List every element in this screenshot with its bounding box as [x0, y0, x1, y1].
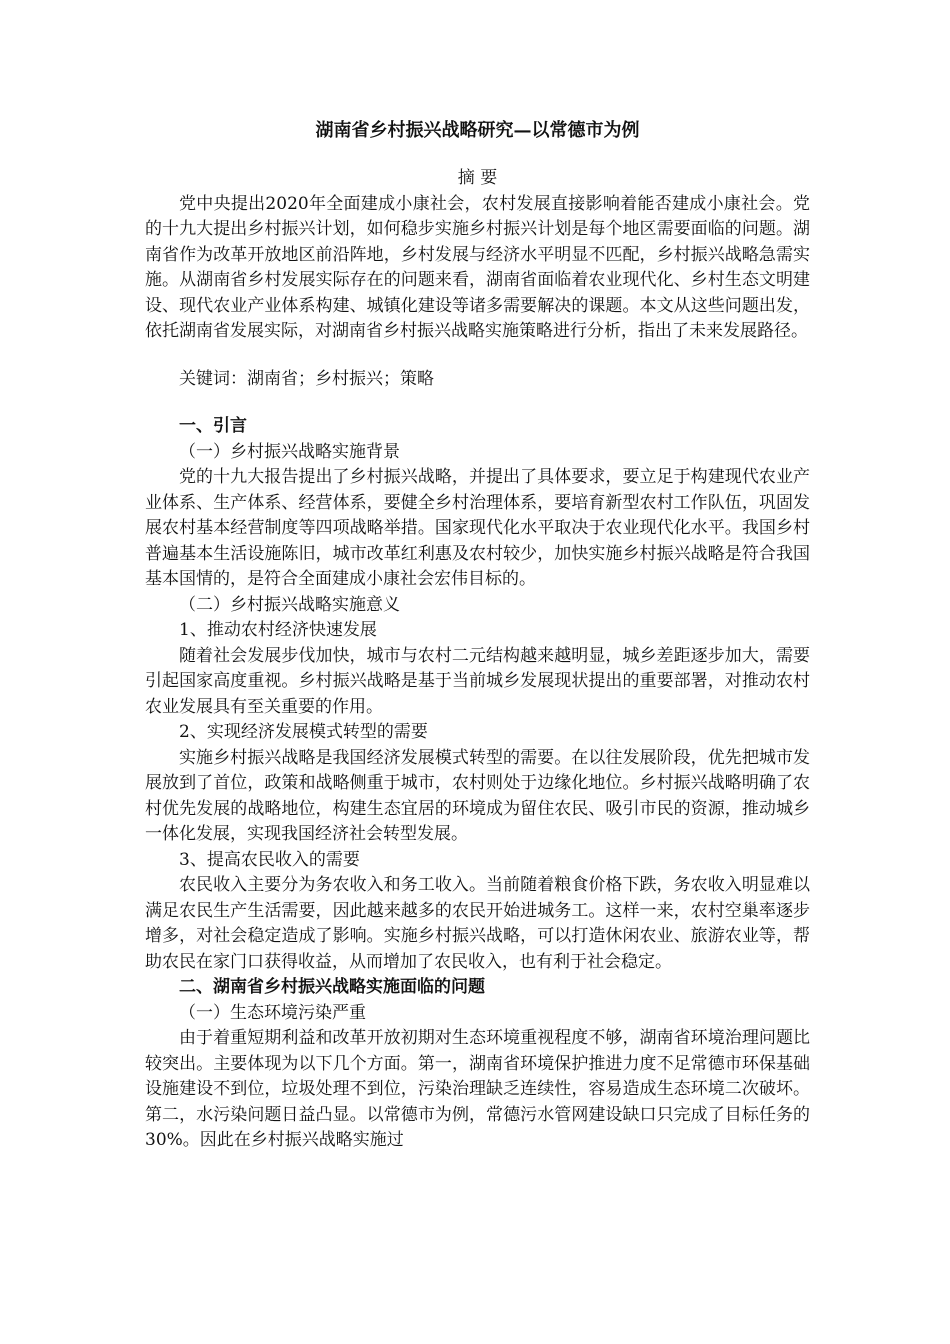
section1-sub1-heading: （一）乡村振兴战略实施背景: [179, 441, 400, 462]
abstract-heading: 摘 要: [457, 168, 498, 188]
document-title: 湖南省乡村振兴战略研究—以常德市为例: [315, 120, 640, 141]
point2-body: 实施乡村振兴战略是我国经济发展模式转型的需要。在以往发展阶段，优先把城市发展放到了首位，政策和战略侧重于城市，农村则处于边缘化地位。乡村振兴战略明确了农村优先发展的战略地位，构建生态宜居的环境成为留住农民、吸引市民的资源，推动城乡一体化发展，实现我国经济社会转型发展。: [145, 747, 810, 844]
point1-body: 随着社会发展步伐加快，城市与农村二元结构越来越明显，城乡差距逐步加大，需要引起国家高度重视。乡村振兴战略是基于当前城乡发展现状提出的重要部署，对推动农村农业发展具有至关重要的作用。: [145, 645, 810, 717]
section1-sub2-heading: （二）乡村振兴战略实施意义: [179, 594, 400, 615]
point3-heading: 3、提高农民收入的需要: [179, 849, 360, 870]
section1-heading: 一、引言: [179, 416, 247, 436]
section2-sub1-body: 由于着重短期利益和改革开放初期对生态环境重视程度不够，湖南省环境治理问题比较突出。主要体现为以下几个方面。第一，湖南省环境保护推进力度不足常德市环保基础设施建设不到位，垃圾处理不到位，污染治理缺乏连续性，容易造成生态环境二次破坏。第二，水污染问题日益凸显。以常德市为例，常德污水管网建设缺口只完成了目标任务的30%。因此在乡村振兴战略实施过: [145, 1028, 810, 1150]
document-page: [145, 118, 810, 1154]
point2-heading: 2、实现经济发展模式转型的需要: [179, 722, 428, 742]
abstract-body: 党中央提出2020年全面建成小康社会，农村发展直接影响着能否建成小康社会。党的十九大提出乡村振兴计划，如何稳步实施乡村振兴计划是每个地区需要面临的问题。湖南省作为改革开放地区前沿阵地，乡村发展与经济水平明显不匹配，乡村振兴战略急需实施。从湖南省乡村发展实际存在的问题来看，湖南省面临着农业现代化、乡村生态文明建设、现代农业产业体系构建、城镇化建设等诸多需要解决的课题。本文从这些问题出发，依托湖南省发展实际，对湖南省乡村振兴战略实施策略进行分析，指出了未来发展路径。: [145, 193, 810, 341]
point1-heading: 1、推动农村经济快速发展: [179, 620, 377, 640]
keywords: 关键词：湖南省；乡村振兴；策略: [179, 368, 434, 389]
section1-sub1-body: 党的十九大报告提出了乡村振兴战略，并提出了具体要求，要立足于构建现代农业产业体系、生产体系、经营体系，要健全乡村治理体系，要培育新型农村工作队伍，巩固发展农村基本经营制度等四项战略举措。国家现代化水平取决于农业现代化水平。我国乡村普遍基本生活设施陈旧，城市改革红利惠及农村较少，加快实施乡村振兴战略是符合我国基本国情的，是符合全面建成小康社会宏伟目标的。: [145, 467, 810, 589]
section2-sub1-heading: （一）生态环境污染严重: [179, 1002, 366, 1023]
section2-heading: 二、湖南省乡村振兴战略实施面临的问题: [179, 977, 485, 997]
point3-body: 农民收入主要分为务农收入和务工收入。当前随着粮食价格下跌，务农收入明显难以满足农民生产生活需要，因此越来越多的农民开始进城务工。这样一来，农村空巢率逐步增多，对社会稳定造成了影响。实施乡村振兴战略，可以打造休闲农业、旅游农业等，帮助农民在家门口获得收益，从而增加了农民收入，也有利于社会稳定。: [145, 875, 810, 972]
